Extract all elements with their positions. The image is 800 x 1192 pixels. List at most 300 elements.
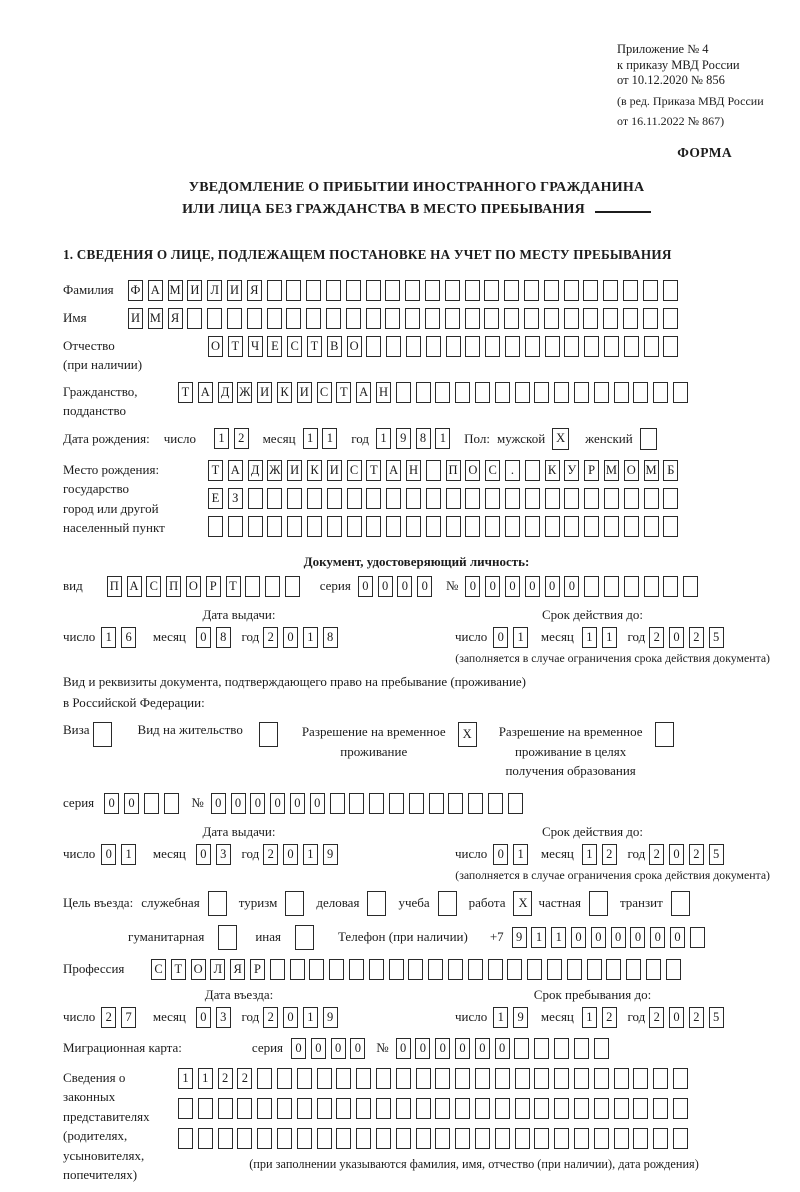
char-cell[interactable] [604, 488, 619, 509]
char-cell[interactable] [366, 516, 381, 537]
char-cell[interactable] [286, 308, 301, 329]
char-cell[interactable] [574, 1068, 589, 1089]
char-cell[interactable]: С [146, 576, 161, 597]
char-cell[interactable] [545, 488, 560, 509]
char-cell[interactable] [207, 308, 222, 329]
char-cell[interactable]: 1 [602, 627, 617, 648]
char-cell[interactable] [257, 1128, 272, 1149]
char-cell[interactable]: 2 [649, 1007, 664, 1028]
char-cell[interactable] [594, 1098, 609, 1119]
char-cell[interactable]: 0 [611, 927, 626, 948]
char-cell[interactable]: К [545, 460, 560, 481]
char-cell[interactable]: С [151, 959, 166, 980]
char-cell[interactable] [297, 1068, 312, 1089]
char-cell[interactable] [614, 382, 629, 403]
char-cell[interactable] [614, 1098, 629, 1119]
char-cell[interactable] [356, 1128, 371, 1149]
char-cell[interactable] [426, 488, 441, 509]
char-cell[interactable]: И [327, 460, 342, 481]
char-cell[interactable] [653, 1128, 668, 1149]
char-cell[interactable] [465, 336, 480, 357]
char-cell[interactable] [484, 280, 499, 301]
char-cell[interactable] [144, 793, 159, 814]
char-cell[interactable] [396, 1098, 411, 1119]
char-cell[interactable]: 0 [396, 1038, 411, 1059]
char-cell[interactable] [389, 959, 404, 980]
char-cell[interactable]: 0 [417, 576, 432, 597]
char-cell[interactable] [564, 280, 579, 301]
char-cell[interactable] [624, 576, 639, 597]
char-cell[interactable] [416, 382, 431, 403]
char-cell[interactable] [406, 488, 421, 509]
char-cell[interactable] [554, 1068, 569, 1089]
char-cell[interactable] [405, 308, 420, 329]
char-cell[interactable]: Р [206, 576, 221, 597]
char-cell[interactable] [277, 1128, 292, 1149]
char-cell[interactable] [356, 1098, 371, 1119]
char-cell[interactable] [376, 1068, 391, 1089]
char-cell[interactable] [396, 1128, 411, 1149]
char-cell[interactable]: 1 [303, 627, 318, 648]
char-cell[interactable]: 0 [669, 1007, 684, 1028]
char-cell[interactable]: 1 [513, 627, 528, 648]
char-cell[interactable]: А [228, 460, 243, 481]
char-cell[interactable]: 1 [551, 927, 566, 948]
char-cell[interactable] [455, 382, 470, 403]
char-cell[interactable] [198, 1098, 213, 1119]
char-cell[interactable]: 2 [234, 428, 249, 449]
char-cell[interactable]: Т [228, 336, 243, 357]
residence-permit-checkbox[interactable] [259, 722, 278, 747]
char-cell[interactable]: Л [207, 280, 222, 301]
char-cell[interactable]: С [485, 460, 500, 481]
char-cell[interactable] [317, 1128, 332, 1149]
char-cell[interactable]: 0 [630, 927, 645, 948]
sex-male-checkbox[interactable]: X [552, 428, 569, 450]
char-cell[interactable]: 8 [416, 428, 431, 449]
char-cell[interactable]: О [208, 336, 223, 357]
char-cell[interactable]: 3 [216, 844, 231, 865]
char-cell[interactable]: И [257, 382, 272, 403]
char-cell[interactable]: Ж [267, 460, 282, 481]
char-cell[interactable] [448, 959, 463, 980]
char-cell[interactable] [336, 1098, 351, 1119]
char-cell[interactable] [435, 382, 450, 403]
char-cell[interactable] [643, 308, 658, 329]
char-cell[interactable] [245, 576, 260, 597]
char-cell[interactable]: 2 [689, 627, 704, 648]
char-cell[interactable] [267, 488, 282, 509]
char-cell[interactable] [584, 488, 599, 509]
char-cell[interactable] [405, 280, 420, 301]
char-cell[interactable] [515, 1128, 530, 1149]
char-cell[interactable]: 0 [465, 576, 480, 597]
char-cell[interactable]: 1 [376, 428, 391, 449]
char-cell[interactable] [564, 516, 579, 537]
char-cell[interactable]: 0 [670, 927, 685, 948]
char-cell[interactable]: 0 [290, 793, 305, 814]
char-cell[interactable]: Т [208, 460, 223, 481]
purpose-official-checkbox[interactable] [208, 891, 227, 916]
char-cell[interactable] [347, 488, 362, 509]
char-cell[interactable]: А [127, 576, 142, 597]
char-cell[interactable] [633, 382, 648, 403]
char-cell[interactable] [425, 308, 440, 329]
char-cell[interactable]: 2 [689, 844, 704, 865]
char-cell[interactable]: 0 [485, 576, 500, 597]
char-cell[interactable] [514, 1038, 529, 1059]
char-cell[interactable] [396, 1068, 411, 1089]
char-cell[interactable]: 0 [250, 793, 265, 814]
char-cell[interactable]: 1 [178, 1068, 193, 1089]
char-cell[interactable]: С [317, 382, 332, 403]
char-cell[interactable] [366, 308, 381, 329]
char-cell[interactable] [426, 336, 441, 357]
char-cell[interactable] [683, 576, 698, 597]
char-cell[interactable] [673, 382, 688, 403]
char-cell[interactable] [385, 280, 400, 301]
char-cell[interactable]: Т [171, 959, 186, 980]
char-cell[interactable] [583, 308, 598, 329]
char-cell[interactable] [326, 308, 341, 329]
char-cell[interactable] [507, 959, 522, 980]
char-cell[interactable] [257, 1068, 272, 1089]
char-cell[interactable] [547, 959, 562, 980]
char-cell[interactable] [435, 1128, 450, 1149]
char-cell[interactable] [445, 280, 460, 301]
char-cell[interactable]: 1 [303, 428, 318, 449]
char-cell[interactable]: О [191, 959, 206, 980]
char-cell[interactable] [673, 1068, 688, 1089]
char-cell[interactable] [673, 1098, 688, 1119]
char-cell[interactable]: 2 [237, 1068, 252, 1089]
char-cell[interactable]: 0 [378, 576, 393, 597]
char-cell[interactable] [534, 1038, 549, 1059]
char-cell[interactable] [584, 576, 599, 597]
temp-residence-checkbox[interactable]: X [458, 722, 477, 747]
char-cell[interactable] [267, 280, 282, 301]
char-cell[interactable]: 0 [505, 576, 520, 597]
char-cell[interactable] [574, 1098, 589, 1119]
char-cell[interactable]: . [505, 460, 520, 481]
char-cell[interactable] [307, 488, 322, 509]
char-cell[interactable] [409, 793, 424, 814]
char-cell[interactable]: Ж [237, 382, 252, 403]
char-cell[interactable] [317, 1098, 332, 1119]
char-cell[interactable] [495, 1068, 510, 1089]
char-cell[interactable] [488, 793, 503, 814]
char-cell[interactable]: 0 [495, 1038, 510, 1059]
char-cell[interactable] [525, 488, 540, 509]
char-cell[interactable]: П [166, 576, 181, 597]
char-cell[interactable] [475, 1098, 490, 1119]
char-cell[interactable]: 2 [263, 1007, 278, 1028]
char-cell[interactable] [329, 959, 344, 980]
char-cell[interactable]: 2 [649, 844, 664, 865]
char-cell[interactable]: 9 [512, 927, 527, 948]
char-cell[interactable] [187, 308, 202, 329]
char-cell[interactable] [465, 308, 480, 329]
char-cell[interactable] [594, 382, 609, 403]
char-cell[interactable]: Н [376, 382, 391, 403]
char-cell[interactable] [429, 793, 444, 814]
char-cell[interactable]: 0 [350, 1038, 365, 1059]
char-cell[interactable] [465, 280, 480, 301]
char-cell[interactable] [356, 1068, 371, 1089]
char-cell[interactable]: 9 [323, 844, 338, 865]
char-cell[interactable] [416, 1128, 431, 1149]
char-cell[interactable] [287, 516, 302, 537]
temp-residence-edu-checkbox[interactable] [655, 722, 674, 747]
char-cell[interactable] [178, 1098, 193, 1119]
char-cell[interactable] [346, 308, 361, 329]
char-cell[interactable]: К [307, 460, 322, 481]
char-cell[interactable]: 9 [513, 1007, 528, 1028]
char-cell[interactable] [663, 488, 678, 509]
char-cell[interactable] [416, 1068, 431, 1089]
char-cell[interactable]: К [277, 382, 292, 403]
char-cell[interactable] [326, 280, 341, 301]
char-cell[interactable] [690, 927, 705, 948]
char-cell[interactable]: 1 [121, 844, 136, 865]
char-cell[interactable] [525, 516, 540, 537]
char-cell[interactable] [594, 1068, 609, 1089]
char-cell[interactable] [604, 576, 619, 597]
char-cell[interactable]: 0 [231, 793, 246, 814]
char-cell[interactable] [644, 576, 659, 597]
char-cell[interactable] [455, 1098, 470, 1119]
char-cell[interactable] [485, 336, 500, 357]
char-cell[interactable]: 0 [493, 844, 508, 865]
char-cell[interactable] [666, 959, 681, 980]
char-cell[interactable] [297, 1098, 312, 1119]
char-cell[interactable]: Е [208, 488, 223, 509]
char-cell[interactable] [508, 793, 523, 814]
char-cell[interactable] [455, 1068, 470, 1089]
char-cell[interactable] [564, 336, 579, 357]
char-cell[interactable] [544, 308, 559, 329]
char-cell[interactable]: 0 [283, 627, 298, 648]
char-cell[interactable]: 0 [475, 1038, 490, 1059]
char-cell[interactable] [465, 488, 480, 509]
char-cell[interactable]: 1 [303, 1007, 318, 1028]
char-cell[interactable]: 2 [649, 627, 664, 648]
char-cell[interactable] [495, 1098, 510, 1119]
char-cell[interactable] [386, 336, 401, 357]
char-cell[interactable]: 0 [669, 844, 684, 865]
purpose-private-checkbox[interactable] [589, 891, 608, 916]
char-cell[interactable]: 9 [323, 1007, 338, 1028]
char-cell[interactable] [624, 488, 639, 509]
char-cell[interactable]: 0 [493, 627, 508, 648]
char-cell[interactable]: Т [178, 382, 193, 403]
char-cell[interactable] [594, 1038, 609, 1059]
char-cell[interactable] [673, 1128, 688, 1149]
char-cell[interactable]: 5 [709, 1007, 724, 1028]
char-cell[interactable]: 2 [602, 844, 617, 865]
char-cell[interactable]: Б [663, 460, 678, 481]
char-cell[interactable]: 0 [435, 1038, 450, 1059]
char-cell[interactable] [237, 1128, 252, 1149]
char-cell[interactable]: 0 [283, 1007, 298, 1028]
char-cell[interactable] [385, 308, 400, 329]
char-cell[interactable]: 0 [291, 1038, 306, 1059]
char-cell[interactable]: Т [336, 382, 351, 403]
char-cell[interactable] [644, 488, 659, 509]
char-cell[interactable] [349, 959, 364, 980]
char-cell[interactable] [396, 382, 411, 403]
char-cell[interactable] [604, 516, 619, 537]
char-cell[interactable] [545, 516, 560, 537]
char-cell[interactable]: А [198, 382, 213, 403]
char-cell[interactable]: 2 [602, 1007, 617, 1028]
char-cell[interactable] [369, 793, 384, 814]
char-cell[interactable] [346, 280, 361, 301]
char-cell[interactable]: В [327, 336, 342, 357]
char-cell[interactable] [366, 336, 381, 357]
char-cell[interactable] [248, 488, 263, 509]
char-cell[interactable] [505, 516, 520, 537]
purpose-humanitarian-checkbox[interactable] [218, 925, 237, 950]
char-cell[interactable] [446, 488, 461, 509]
char-cell[interactable] [567, 959, 582, 980]
char-cell[interactable] [584, 336, 599, 357]
char-cell[interactable] [369, 959, 384, 980]
char-cell[interactable]: И [297, 382, 312, 403]
char-cell[interactable]: М [148, 308, 163, 329]
char-cell[interactable] [277, 1068, 292, 1089]
char-cell[interactable]: 1 [198, 1068, 213, 1089]
char-cell[interactable] [488, 959, 503, 980]
char-cell[interactable]: 0 [331, 1038, 346, 1059]
char-cell[interactable] [484, 308, 499, 329]
char-cell[interactable] [624, 336, 639, 357]
char-cell[interactable] [227, 308, 242, 329]
char-cell[interactable] [534, 382, 549, 403]
char-cell[interactable] [347, 516, 362, 537]
char-cell[interactable] [164, 793, 179, 814]
char-cell[interactable] [309, 959, 324, 980]
char-cell[interactable] [574, 1128, 589, 1149]
char-cell[interactable] [614, 1068, 629, 1089]
char-cell[interactable] [257, 1098, 272, 1119]
char-cell[interactable]: Р [584, 460, 599, 481]
purpose-other-checkbox[interactable] [295, 925, 314, 950]
char-cell[interactable] [554, 1128, 569, 1149]
char-cell[interactable]: М [604, 460, 619, 481]
char-cell[interactable] [545, 336, 560, 357]
purpose-work-checkbox[interactable]: X [513, 891, 532, 916]
char-cell[interactable]: 1 [493, 1007, 508, 1028]
char-cell[interactable] [554, 382, 569, 403]
char-cell[interactable] [606, 959, 621, 980]
char-cell[interactable] [336, 1068, 351, 1089]
char-cell[interactable] [633, 1098, 648, 1119]
char-cell[interactable]: 0 [455, 1038, 470, 1059]
char-cell[interactable] [475, 382, 490, 403]
char-cell[interactable] [604, 336, 619, 357]
char-cell[interactable] [525, 460, 540, 481]
char-cell[interactable] [527, 959, 542, 980]
char-cell[interactable]: С [287, 336, 302, 357]
char-cell[interactable] [349, 793, 364, 814]
char-cell[interactable] [267, 516, 282, 537]
char-cell[interactable] [495, 1128, 510, 1149]
char-cell[interactable] [663, 576, 678, 597]
char-cell[interactable] [208, 516, 223, 537]
char-cell[interactable] [307, 516, 322, 537]
char-cell[interactable] [290, 959, 305, 980]
char-cell[interactable]: П [107, 576, 122, 597]
char-cell[interactable]: 0 [650, 927, 665, 948]
char-cell[interactable] [426, 516, 441, 537]
char-cell[interactable]: 1 [513, 844, 528, 865]
char-cell[interactable] [465, 516, 480, 537]
char-cell[interactable] [485, 516, 500, 537]
char-cell[interactable] [653, 1098, 668, 1119]
char-cell[interactable]: Я [230, 959, 245, 980]
char-cell[interactable]: 0 [196, 1007, 211, 1028]
purpose-transit-checkbox[interactable] [671, 891, 690, 916]
char-cell[interactable]: У [564, 460, 579, 481]
char-cell[interactable]: 9 [396, 428, 411, 449]
char-cell[interactable]: 0 [669, 627, 684, 648]
purpose-study-checkbox[interactable] [438, 891, 457, 916]
char-cell[interactable]: 0 [310, 793, 325, 814]
char-cell[interactable]: М [644, 460, 659, 481]
char-cell[interactable]: Ч [248, 336, 263, 357]
char-cell[interactable]: 1 [582, 844, 597, 865]
char-cell[interactable]: 6 [121, 627, 136, 648]
char-cell[interactable] [504, 280, 519, 301]
char-cell[interactable]: 2 [263, 627, 278, 648]
char-cell[interactable] [505, 336, 520, 357]
char-cell[interactable] [178, 1128, 193, 1149]
char-cell[interactable] [445, 308, 460, 329]
char-cell[interactable] [286, 280, 301, 301]
char-cell[interactable]: 8 [216, 627, 231, 648]
char-cell[interactable] [270, 959, 285, 980]
sex-female-checkbox[interactable] [640, 428, 657, 450]
char-cell[interactable]: 2 [101, 1007, 116, 1028]
char-cell[interactable] [524, 280, 539, 301]
char-cell[interactable] [495, 382, 510, 403]
char-cell[interactable] [594, 1128, 609, 1149]
char-cell[interactable]: 0 [104, 793, 119, 814]
char-cell[interactable]: Н [406, 460, 421, 481]
visa-checkbox[interactable] [93, 722, 112, 747]
char-cell[interactable] [663, 336, 678, 357]
char-cell[interactable] [624, 516, 639, 537]
char-cell[interactable] [389, 793, 404, 814]
char-cell[interactable] [515, 1098, 530, 1119]
char-cell[interactable]: И [187, 280, 202, 301]
char-cell[interactable] [366, 488, 381, 509]
char-cell[interactable]: 1 [435, 428, 450, 449]
char-cell[interactable] [515, 1068, 530, 1089]
char-cell[interactable] [644, 516, 659, 537]
char-cell[interactable] [468, 793, 483, 814]
char-cell[interactable] [306, 308, 321, 329]
char-cell[interactable] [287, 488, 302, 509]
char-cell[interactable]: 0 [571, 927, 586, 948]
char-cell[interactable] [267, 308, 282, 329]
char-cell[interactable] [505, 488, 520, 509]
char-cell[interactable]: О [465, 460, 480, 481]
char-cell[interactable] [643, 280, 658, 301]
char-cell[interactable]: Д [218, 382, 233, 403]
char-cell[interactable]: С [347, 460, 362, 481]
